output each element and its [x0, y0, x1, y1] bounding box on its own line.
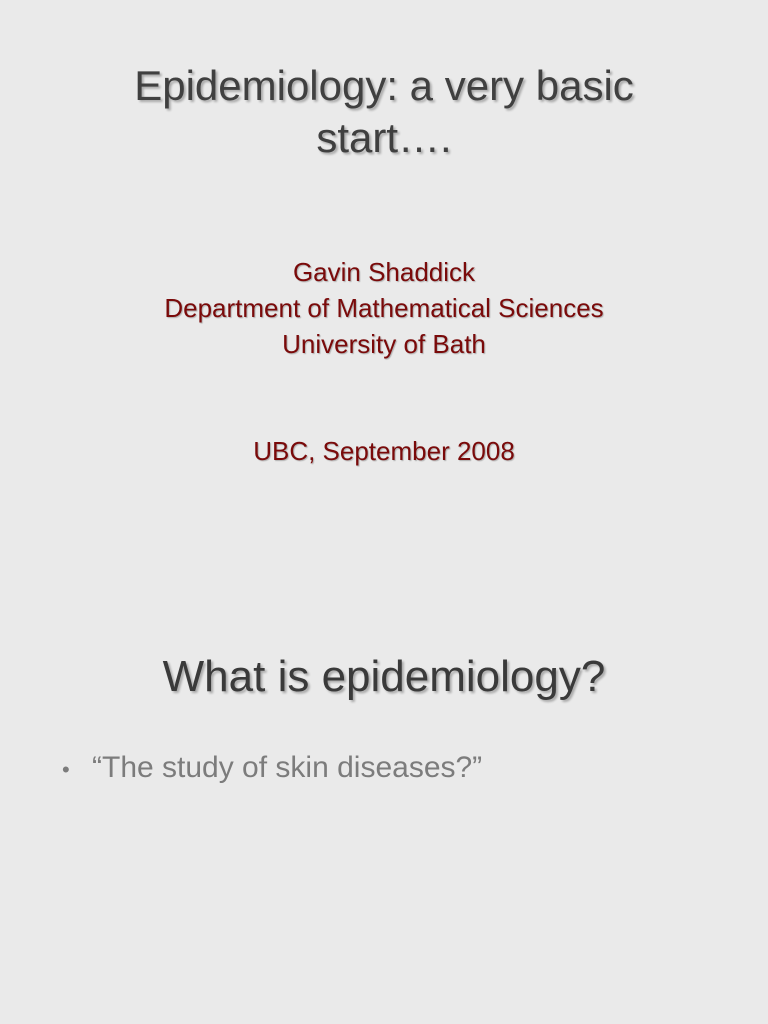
author-name: Gavin Shaddick	[292, 257, 476, 287]
slide-title-line-1: Epidemiology: a very basic	[134, 62, 634, 109]
event-date	[0, 433, 768, 469]
event-text: UBC, September 2008	[253, 436, 515, 466]
slide-title-line-2: start….	[316, 114, 452, 161]
author-block	[0, 254, 768, 362]
author-department: Department of Mathematical Sciences	[164, 293, 604, 323]
content-slide	[0, 512, 768, 1024]
bullet-text: “The study of skin diseases?”	[92, 751, 483, 784]
list-item	[62, 748, 728, 790]
slide-title	[0, 60, 768, 164]
bullet-list	[62, 748, 728, 790]
author-university: University of Bath	[282, 329, 486, 359]
slide-heading: What is epidemiology?	[162, 652, 606, 701]
bullet-marker: •	[62, 757, 70, 782]
